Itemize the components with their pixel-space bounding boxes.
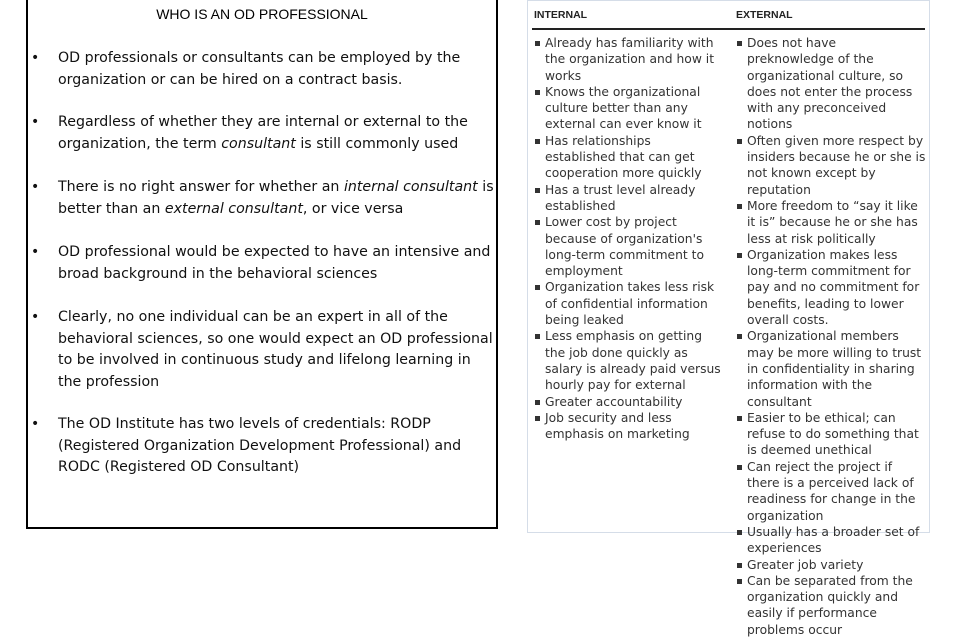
left-panel [26, 0, 498, 529]
bullet-dot: • [31, 50, 40, 66]
bullet-4 [31, 242, 498, 285]
bullet-text: Regardless of whether they are internal or external to the organization, the term consultant is still commonly used [58, 114, 468, 152]
bullet-text: OD professionals or consultants can be employed by the organization or can be hired on a contract basis. [58, 50, 461, 88]
external-item: Greater job variety [736, 557, 926, 573]
header-divider [532, 28, 925, 30]
external-item: Can be separated from the organization quickly and easily if performance problems occur [736, 573, 926, 638]
internal-item: Greater accountability [534, 394, 724, 410]
internal-item: Job security and less emphasis on marketing [534, 410, 724, 443]
external-list [736, 35, 926, 638]
internal-list [534, 35, 724, 442]
bullet-text: Clearly, no one individual can be an expert in all of the behavioral sciences, so one would expect an OD professional to be involved in continuous study and lifelong learning in the profession [58, 309, 493, 390]
external-item: Does not have preknowledge of the organizational culture, so does not enter the process with any preconceived notions [736, 35, 926, 133]
internal-item: Less emphasis on getting the job done quickly as salary is already paid versus hourly pay for external [534, 328, 724, 393]
bullet-1 [31, 48, 498, 91]
bullet-dot: • [31, 179, 40, 195]
external-item: Easier to be ethical; can refuse to do something that is deemed unethical [736, 410, 926, 459]
bullet-text: There is no right answer for whether an internal consultant is better than an external consultant, or vice versa [58, 179, 494, 217]
internal-item: Organization takes less risk of confidential information being leaked [534, 279, 724, 328]
internal-item: Has a trust level already established [534, 182, 724, 215]
external-item: Organization makes less long-term commitment for pay and no commitment for benefits, leading to lower overall costs. [736, 247, 926, 328]
internal-item: Lower cost by project because of organization's long-term commitment to employment [534, 214, 724, 279]
bullet-text: The OD Institute has two levels of credentials: RODP (Registered Organization Development Professional) and RODC (Registered OD Consultant) [58, 416, 462, 475]
comparison-table [527, 0, 930, 637]
external-header: EXTERNAL [736, 9, 793, 21]
bullet-dot: • [31, 244, 40, 260]
bullet-text: OD professional would be expected to have an intensive and broad background in the behavioral sciences [58, 244, 491, 282]
bullet-6 [31, 414, 498, 479]
internal-header: INTERNAL [534, 9, 588, 21]
bullet-dot: • [31, 416, 40, 432]
bullet-2 [31, 112, 498, 155]
external-item: Can reject the project if there is a perceived lack of readiness for change in the organization [736, 459, 926, 524]
internal-item: Knows the organizational culture better than any external can ever know it [534, 84, 724, 133]
external-item: Usually has a broader set of experiences [736, 524, 926, 557]
bullet-list [28, 0, 496, 527]
external-item: Organizational members may be more willing to trust in confidentiality in sharing information with the consultant [736, 328, 926, 409]
bullet-3 [31, 177, 498, 220]
external-item: Often given more respect by insiders because he or she is not known except by reputation [736, 133, 926, 198]
slide-title: WHO IS AN OD PROFESSIONAL [156, 6, 368, 22]
bullet-5 [31, 307, 498, 393]
bullet-dot: • [31, 114, 40, 130]
internal-item: Already has familiarity with the organization and how it works [534, 35, 724, 84]
external-item: More freedom to “say it like it is” because he or she has less at risk politically [736, 198, 926, 247]
internal-item: Has relationships established that can get cooperation more quickly [534, 133, 724, 182]
bullet-dot: • [31, 309, 40, 325]
